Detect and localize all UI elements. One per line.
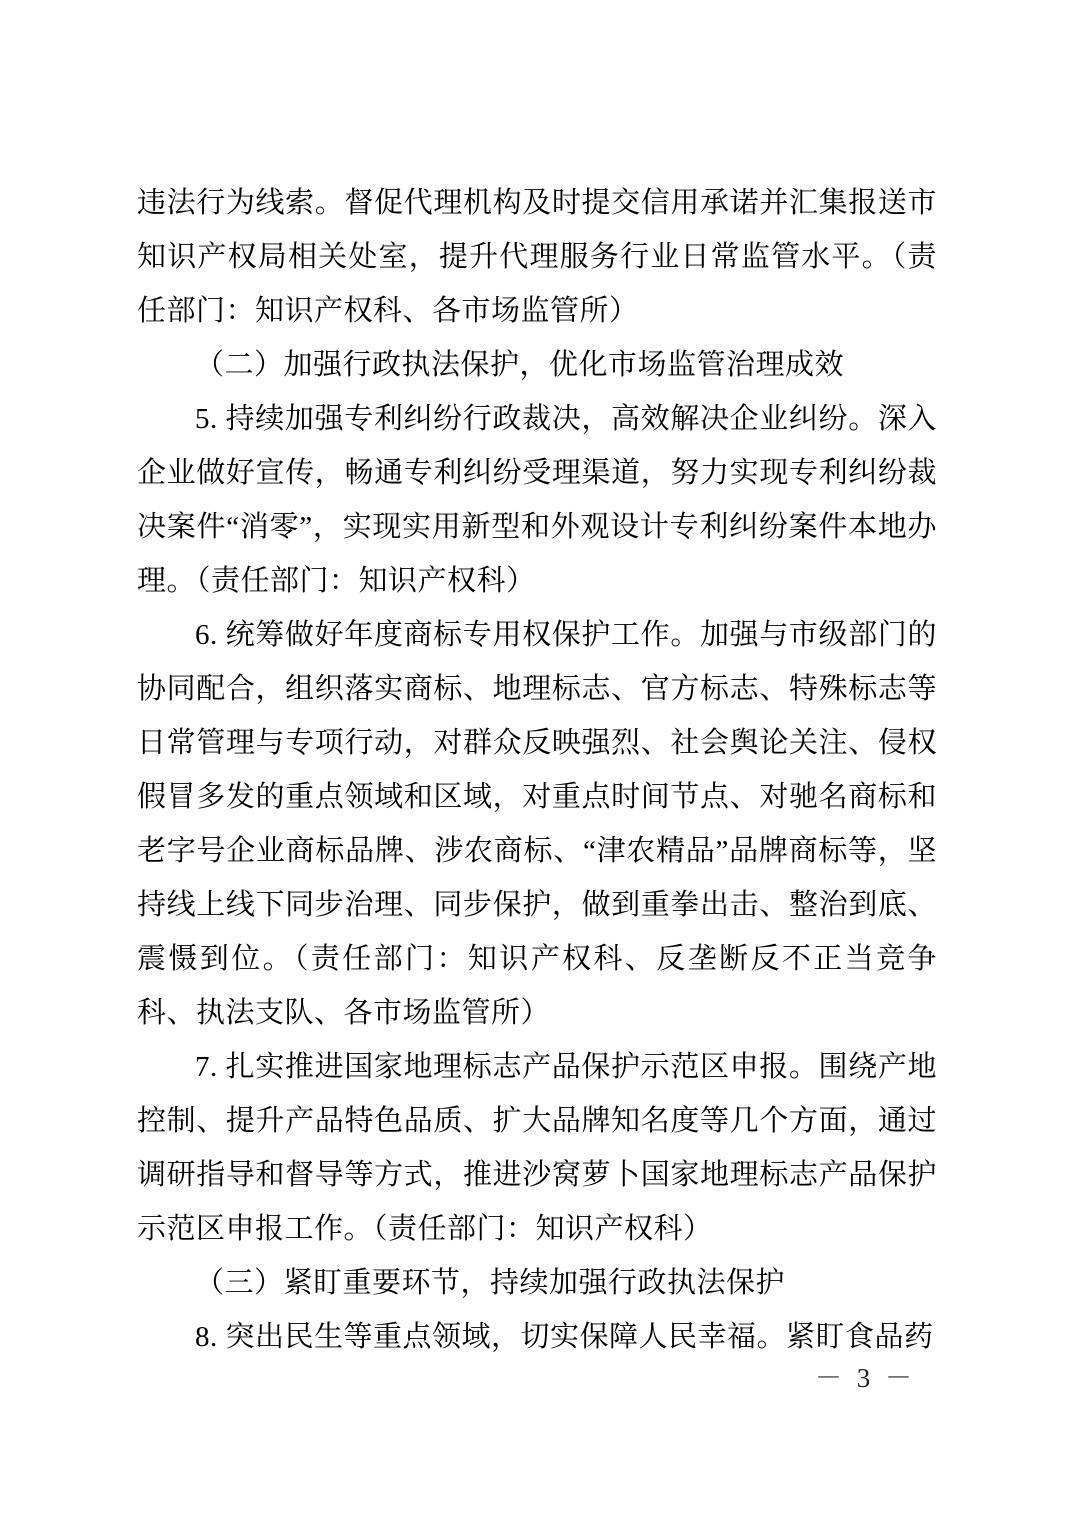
section-heading: （三）紧盯重要环节，持续加强行政执法保护 bbox=[195, 1267, 786, 1299]
paragraph: 7. 扎实推进国家地理标志产品保护示范区申报。围绕产地控制、提升产品特色品质、扩大品牌知名度等几个方面，通过调研指导和督导等方式，推进沙窝萝卜国家地理标志产品保护示范区申报工作。（责任部门：知识产权科） bbox=[137, 1051, 937, 1245]
document-body bbox=[137, 176, 937, 1364]
section-heading: （二）加强行政执法保护，优化市场监管治理成效 bbox=[195, 349, 845, 381]
page-number: － 3 － bbox=[815, 1363, 916, 1393]
paragraph: 8. 突出民生等重点领域，切实保障人民幸福。紧盯食品药 bbox=[195, 1321, 934, 1353]
paragraph: 6. 统筹做好年度商标专用权保护工作。加强与市级部门的协同配合，组织落实商标、地理标志、官方标志、特殊标志等日常管理与专项行动，对群众反映强烈、社会舆论关注、侵权假冒多发的重点领域和区域，对重点时间节点、对驰名商标和老字号企业商标品牌、涉农商标、“津农精品”品牌商标等，坚持线上线下同步治理、同步保护，做到重拳出击、整治到底、震慑到位。（责任部门：知识产权科、反垄断反不正当竞争科、执法支队、各市场监管所） bbox=[137, 619, 937, 1029]
paragraph: 5. 持续加强专利纠纷行政裁决，高效解决企业纠纷。深入企业做好宣传，畅通专利纠纷受理渠道，努力实现专利纠纷裁决案件“消零”，实现实用新型和外观设计专利纠纷案件本地办理。（责任部门：知识产权科） bbox=[137, 403, 937, 597]
paragraph: 违法行为线索。督促代理机构及时提交信用承诺并汇集报送市知识产权局相关处室，提升代理服务行业日常监管水平。（责任部门：知识产权科、各市场监管所） bbox=[137, 187, 937, 327]
